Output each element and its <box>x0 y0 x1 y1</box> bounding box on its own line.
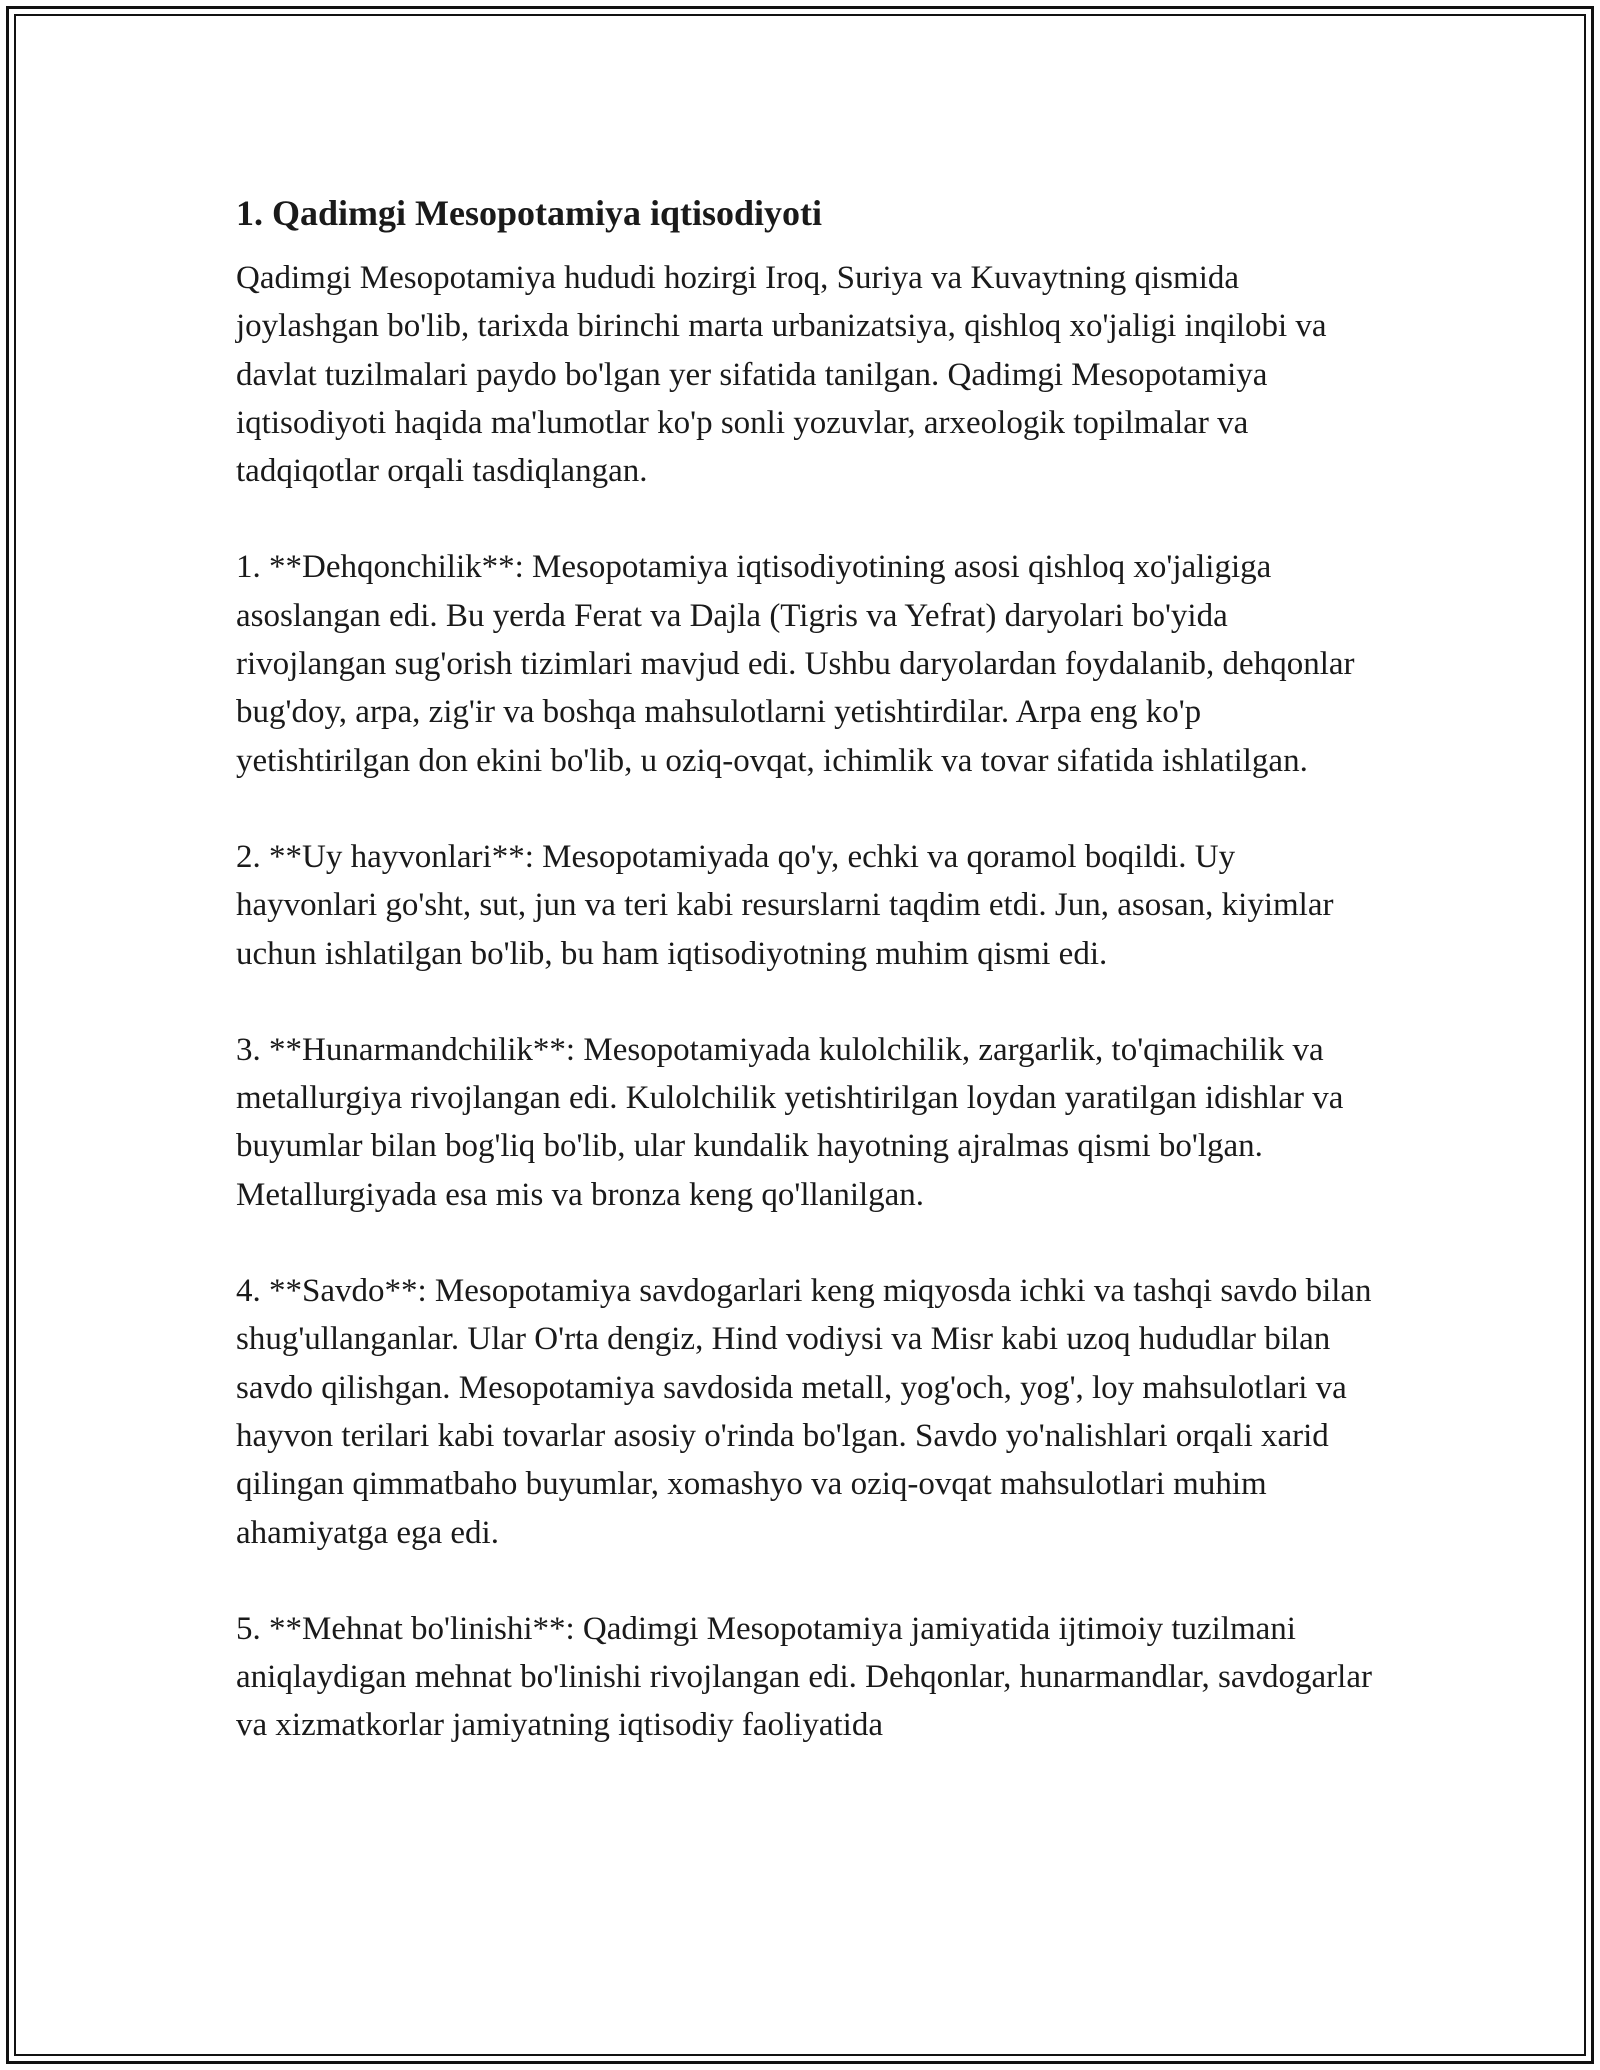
paragraph-hunarmandchilik: 3. **Hunarmandchilik**: Mesopotamiyada kulolchilik, zargarlik, to'qimachilik va metallurgiya rivojlangan edi. Kulolchilik yetishtirilgan loydan yaratilgan idishlar va buyumlar bilan bog'liq bo'lib, ular kundalik hayotning ajralmas qismi bo'lgan. Metallurgiyada esa mis va bronza keng qo'llanilgan. <box>236 1031 1344 1213</box>
document-body <box>236 188 1376 1798</box>
paragraph-savdo: 4. **Savdo**: Mesopotamiya savdogarlari keng miqyosda ichki va tashqi savdo bilan shug'ullanganlar. Ular O'rta dengiz, Hind vodiysi va Misr kabi uzoq hududlar bilan savdo qilishgan. Mesopotamiya savdosida metall, yog'och, yog', loy mahsulotlari va hayvon terilari kabi tovarlar asosiy o'rinda bo'lgan. Savdo yo'nalishlari orqali xarid qilingan qimmatbaho buyumlar, xomashyo va oziq-ovqat mahsulotlari muhim ahamiyatga ega edi. <box>236 1273 1372 1551</box>
document-title: 1. Qadimgi Mesopotamiya iqtisodiyoti <box>236 193 823 233</box>
paragraph-dehqonchilik: 1. **Dehqonchilik**: Mesopotamiya iqtisodiyotining asosi qishloq xo'jaligiga asoslangan edi. Bu yerda Ferat va Dajla (Tigris va Yefrat) daryolari bo'yida rivojlangan sug'orish tizimlari mavjud edi. Ushbu daryolardan foydalanib, dehqonlar bug'doy, arpa, zig'ir va boshqa mahsulotlarni yetishtirdilar. Arpa eng ko'p yetishtirilgan don ekini bo'lib, u oziq-ovqat, ichimlik va tovar sifatida ishlatilgan. <box>236 549 1355 779</box>
paragraph-mehnat-bolinishi: 5. **Mehnat bo'linishi**: Qadimgi Mesopotamiya jamiyatida ijtimoiy tuzilmani aniqlaydigan mehnat bo'linishi rivojlangan edi. Dehqonlar, hunarmandlar, savdogarlar va xizmatkorlar jamiyatning iqtisodiy faoliyatida <box>236 1610 1372 1744</box>
intro-paragraph: Qadimgi Mesopotamiya hududi hozirgi Iroq, Suriya va Kuvaytning qismida joylashgan bo'lib, tarixda birinchi marta urbanizatsiya, qishloq xo'jaligi inqilobi va davlat tuzilmalari paydo bo'lgan yer sifatida tanilgan. Qadimgi Mesopotamiya iqtisodiyoti haqida ma'lumotlar ko'p sonli yozuvlar, arxeologik topilmalar va tadqiqotlar orqali tasdiqlangan. <box>236 260 1327 490</box>
paragraph-uy-hayvonlari: 2. **Uy hayvonlari**: Mesopotamiyada qo'y, echki va qoramol boqildi. Uy hayvonlari go'sht, sut, jun va teri kabi resurslarni taqdim etdi. Jun, asosan, kiyimlar uchun ishlatilgan bo'lib, bu ham iqtisodiyotning muhim qismi edi. <box>236 838 1334 972</box>
